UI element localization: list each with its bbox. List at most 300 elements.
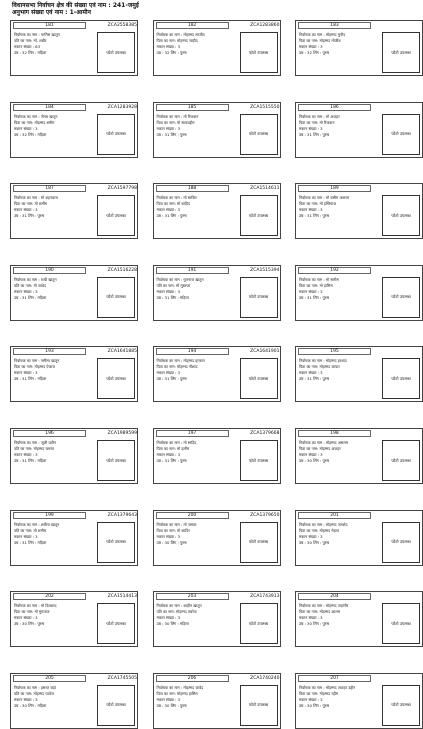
gender-label: लिंग :: [28, 621, 38, 627]
serial-number: 198: [298, 430, 371, 437]
age-label: उम्र :: [14, 294, 23, 300]
voter-card: [10, 102, 138, 158]
age-label: उम्र :: [156, 294, 165, 300]
relation-name: पिता का नाम: मो हलीम: [156, 446, 190, 451]
age-value: 30: [164, 702, 170, 708]
house-number: [14, 289, 94, 294]
house-value: 3: [35, 615, 38, 621]
age-gender: [14, 295, 94, 300]
relation-name: पति का नाम: मोहम्मद परवेज: [14, 690, 55, 696]
serial-number: 183: [298, 22, 371, 29]
section-title: अनुभाग संख्या एवं नाम : 1-आमीन: [12, 9, 91, 16]
gender-value: महिला: [37, 50, 47, 55]
house-label: मकान संख्या :: [299, 288, 321, 294]
house-value: 3: [320, 533, 323, 539]
gender-label: लिंग :: [28, 213, 38, 219]
voter-card: [295, 591, 423, 647]
house-value: 3: [320, 615, 323, 621]
gender-value: पुरुष: [322, 50, 330, 55]
relation-name: पिता का नाम: मो हासिम: [299, 282, 333, 288]
gender-value: पुरुष: [180, 539, 187, 545]
voter-card: [10, 346, 138, 402]
gender-value: पुरुष: [322, 376, 330, 382]
house-number: [299, 289, 379, 294]
epic-number: ZCA1283860: [250, 23, 280, 28]
house-label: मकान संख्या :: [156, 696, 178, 702]
age-gender: [299, 621, 379, 626]
elector-name: निर्वाचक का नाम : मो शहनवाज: [14, 195, 58, 201]
house-label: मकान संख्या :: [14, 533, 36, 539]
house-number: [14, 44, 94, 49]
gender-value: पुरुष: [37, 213, 45, 219]
serial-number: 199: [13, 512, 86, 519]
gender-label: लिंग :: [28, 458, 38, 463]
age-label: उम्र :: [156, 621, 165, 627]
relation-name: पिता का नाम: मोहम्मद नेहाल: [299, 527, 340, 533]
relation-name: पति का नाम: मो. शबीर: [14, 38, 47, 43]
age-gender: [157, 295, 237, 300]
house-number: [157, 370, 237, 375]
age-value: 31: [164, 294, 170, 300]
relation-name: पति का नाम: मोहम्मद तबरेज: [156, 609, 197, 615]
house-value: 3: [177, 696, 181, 702]
gender-label: लिंग :: [28, 131, 38, 137]
elector-name: निर्वाचक का नाम : शबीना खातून: [14, 521, 60, 527]
gender-value: महिला: [37, 702, 47, 708]
voter-card: [153, 20, 281, 76]
elector-name: निर्वाचक का नाम : रूबी खातून: [14, 276, 57, 282]
house-label: मकान संख्या :: [156, 207, 178, 213]
gender-label: लिंग :: [313, 131, 323, 137]
house-value: 3: [35, 207, 38, 213]
relation-name: पिता का नाम: मो मुमताज: [14, 609, 50, 615]
house-number: [299, 534, 379, 539]
age-value: 30: [22, 702, 27, 708]
house-label: मकान संख्या :: [156, 125, 178, 131]
epic-number: ZCA1641885: [107, 349, 137, 355]
house-value: 3: [177, 370, 181, 376]
age-gender: [299, 458, 379, 463]
serial-number: 204: [298, 593, 371, 600]
voter-card: [153, 265, 281, 321]
relation-name: पिता का नाम: मोहम्मद आलम: [299, 609, 341, 615]
house-value: 3: [320, 370, 323, 376]
age-gender: [14, 621, 94, 626]
serial-number: 202: [13, 593, 86, 600]
photo-placeholder: फोटो उपलब्ध: [382, 277, 420, 318]
age-label: उम्र :: [299, 131, 308, 137]
elector-name: निर्वाचक का नाम : गुलनाज खातून: [156, 276, 204, 282]
gender-value: महिला: [180, 294, 189, 300]
gender-value: पुरुष: [322, 458, 330, 463]
voter-card: [153, 102, 281, 158]
age-gender: [14, 213, 94, 218]
elector-name: निर्वाचक का नाम : मो रिजवान: [156, 113, 199, 119]
relation-name: पिता का नाम: मो रिजवान: [299, 119, 335, 125]
elector-name: निर्वाचक का नाम : जूली प्रवीन: [14, 440, 56, 445]
age-value: 31: [22, 458, 27, 463]
house-value: 3: [35, 533, 38, 539]
gender-label: लिंग :: [313, 621, 323, 627]
photo-placeholder: फोटो उपलब्ध: [97, 440, 135, 481]
gender-value: पुरुष: [37, 621, 45, 627]
serial-number: 201: [298, 512, 371, 519]
voter-card: [295, 673, 423, 729]
age-value: 30: [307, 702, 312, 708]
gender-label: लिंग :: [313, 539, 323, 545]
epic-number: ZCA1641901: [250, 349, 280, 355]
house-value: 3: [320, 288, 323, 294]
serial-number: 181: [13, 22, 86, 29]
relation-name: पिता का नाम: मोहम्मद रहीम: [299, 690, 339, 696]
house-label: मकान संख्या :: [299, 207, 321, 213]
age-value: 30: [22, 621, 27, 627]
house-label: मकान संख्या :: [156, 452, 178, 457]
house-number: [14, 452, 94, 457]
epic-number: ZCA1515550: [250, 104, 280, 110]
age-label: उम्र :: [299, 539, 308, 545]
photo-placeholder: फोटो उपलब्ध: [382, 195, 420, 236]
serial-number: 185: [156, 104, 229, 111]
house-number: [157, 289, 237, 294]
voter-card: [10, 265, 138, 321]
epic-number: ZCA1379668: [250, 431, 280, 436]
relation-name: पिता का नाम: मोहम्मद जाफर: [299, 364, 340, 370]
age-gender: [157, 376, 237, 381]
relation-name: पिता का नाम: मो सलाउद्दीन: [156, 119, 195, 125]
voter-card: [10, 428, 138, 484]
photo-placeholder: फोटो उपलब्ध: [97, 114, 135, 155]
house-label: मकान संख्या :: [14, 288, 36, 294]
age-value: 30: [164, 621, 170, 627]
age-value: 31: [22, 294, 27, 300]
house-value: 3: [35, 452, 38, 457]
house-number: [299, 370, 379, 375]
gender-label: लिंग :: [170, 131, 180, 137]
house-label: मकान संख्या :: [299, 533, 321, 539]
serial-number: 182: [156, 22, 229, 29]
age-gender: [14, 703, 94, 708]
house-number: [299, 44, 379, 49]
elector-name: निर्वाचक का नाम : मोहम्मद मुनीद: [299, 32, 346, 37]
relation-name: पिता का नाम: मो इम्तियाज: [299, 201, 337, 207]
house-value: 3: [35, 370, 38, 376]
age-value: 31: [307, 294, 312, 300]
gender-value: पुरुष: [322, 131, 330, 137]
gender-value: पुरुष: [180, 376, 187, 382]
age-gender: [299, 213, 379, 218]
gender-label: लिंग :: [170, 213, 180, 219]
house-label: मकान संख्या :: [299, 452, 321, 457]
age-label: उम्र :: [299, 376, 308, 382]
age-gender: [299, 132, 379, 137]
house-number: [157, 452, 237, 457]
elector-name: निर्वाचक का नाम : मो वसीम अकरम: [299, 195, 350, 201]
gender-label: लिंग :: [313, 50, 323, 55]
epic-number: ZCA2558385: [107, 23, 137, 28]
house-label: मकान संख्या :: [14, 615, 36, 621]
elector-name: निर्वाचक का नाम : मोहम्मद जमशेद: [299, 521, 348, 527]
age-label: उम्र :: [299, 621, 308, 627]
house-value: 3: [35, 696, 38, 702]
house-number: [157, 697, 237, 702]
serial-number: 195: [298, 348, 371, 355]
age-label: उम्र :: [299, 458, 308, 463]
house-label: मकान संख्या :: [14, 44, 36, 49]
voter-card: [153, 183, 281, 239]
age-value: 31: [307, 213, 312, 219]
house-value: 3: [320, 696, 323, 702]
relation-name: पिता का नाम: मो शाहिद: [156, 201, 190, 207]
age-gender: [157, 621, 237, 626]
voter-card: [295, 102, 423, 158]
age-gender: [14, 540, 94, 545]
epic-number: ZCA1989599: [107, 431, 137, 436]
gender-value: महिला: [37, 539, 47, 545]
house-value: 3: [177, 615, 181, 621]
house-label: मकान संख्या :: [156, 288, 178, 294]
elector-name: निर्वाचक का नाम : मोहम्मद असलम: [299, 440, 349, 445]
gender-value: पुरुष: [322, 294, 330, 300]
age-label: उम्र :: [14, 131, 23, 137]
epic-number: ZCA1515394: [250, 267, 280, 273]
age-gender: [299, 540, 379, 545]
voter-card: [10, 20, 138, 76]
age-gender: [299, 703, 379, 708]
serial-number: 207: [298, 675, 371, 682]
gender-value: पुरुष: [180, 213, 187, 219]
serial-number: 194: [156, 348, 229, 355]
age-value: 31: [164, 458, 170, 463]
house-value: 3: [320, 125, 323, 131]
photo-placeholder: फोटो उपलब्ध: [97, 32, 135, 73]
age-gender: [299, 50, 379, 55]
age-label: उम्र :: [14, 621, 23, 627]
age-value: 32: [22, 50, 27, 55]
gender-label: लिंग :: [170, 702, 180, 708]
age-label: उम्र :: [156, 50, 165, 55]
age-label: उम्र :: [156, 131, 165, 137]
voter-card: [295, 346, 423, 402]
house-number: [14, 370, 94, 375]
photo-placeholder: फोटो उपलब्ध: [97, 358, 135, 399]
age-value: 32: [22, 131, 27, 137]
gender-label: लिंग :: [313, 458, 323, 463]
house-value: 83: [35, 44, 40, 49]
gender-label: लिंग :: [170, 376, 180, 382]
gender-value: महिला: [37, 294, 47, 300]
age-gender: [157, 703, 237, 708]
house-number: [14, 697, 94, 702]
voter-card: [153, 510, 281, 566]
house-label: मकान संख्या :: [299, 696, 321, 702]
age-label: उम्र :: [14, 50, 23, 55]
elector-name: निर्वाचक का नाम : मो जमाल: [156, 521, 197, 527]
house-number: [157, 126, 237, 131]
photo-placeholder: फोटो उपलब्ध: [240, 32, 278, 73]
age-value: 31: [22, 539, 27, 545]
relation-name: पिता का नाम: मोहम्मद ऐजाज: [14, 364, 56, 370]
serial-number: 206: [156, 675, 229, 682]
relation-name: पति का नाम: मो शमीम: [14, 527, 47, 533]
house-value: 3: [177, 452, 181, 457]
age-gender: [157, 458, 237, 463]
house-label: मकान संख्या :: [299, 44, 321, 49]
age-value: 31: [22, 376, 27, 382]
epic-number: ZCA1745505: [107, 675, 137, 681]
gender-label: लिंग :: [170, 621, 180, 627]
house-value: 3: [177, 125, 181, 131]
elector-name: निर्वाचक का नाम : नसीमा खातून: [14, 358, 60, 364]
age-label: उम्र :: [156, 458, 165, 463]
relation-name: पिता का नाम: मो शमीम: [14, 201, 48, 207]
gender-value: पुरुष: [180, 458, 187, 463]
serial-number: 193: [13, 348, 86, 355]
gender-value: महिला: [37, 131, 47, 137]
gender-label: लिंग :: [28, 376, 38, 382]
epic-number: ZCA1743913: [250, 594, 280, 600]
photo-placeholder: फोटो उपलब्ध: [97, 685, 135, 726]
elector-name: निर्वाचक का नाम : मोहम्मद अजहर उद्दीन: [299, 684, 356, 690]
age-gender: [157, 213, 237, 218]
serial-number: 192: [298, 267, 371, 274]
relation-name: पति का नाम: मो मुस्तफा: [156, 282, 191, 288]
house-label: मकान संख्या :: [14, 696, 36, 702]
house-label: मकान संख्या :: [299, 615, 321, 621]
age-label: उम्र :: [156, 376, 165, 382]
age-label: उम्र :: [299, 702, 308, 708]
house-label: मकान संख्या :: [14, 370, 36, 376]
house-label: मकान संख्या :: [14, 125, 36, 131]
age-label: उम्र :: [14, 376, 23, 382]
elector-name: निर्वाचक का नाम : मो साकिर: [156, 195, 197, 201]
gender-label: लिंग :: [28, 702, 38, 708]
age-gender: [157, 540, 237, 545]
house-number: [14, 207, 94, 212]
gender-label: लिंग :: [313, 294, 323, 300]
age-label: उम्र :: [14, 702, 23, 708]
photo-placeholder: फोटो उपलब्ध: [240, 358, 278, 399]
age-value: 30: [307, 539, 312, 545]
age-label: उम्र :: [299, 50, 308, 55]
relation-name: पिता का नाम: मोहम्मद हासिम: [156, 690, 198, 696]
gender-value: पुरुष: [180, 131, 187, 137]
house-value: 3: [177, 44, 181, 49]
house-number: [299, 697, 379, 702]
house-label: मकान संख्या :: [156, 370, 178, 376]
house-value: 3: [35, 125, 38, 131]
photo-placeholder: फोटो उपलब्ध: [97, 522, 135, 563]
house-value: 3: [35, 288, 38, 294]
house-number: [14, 126, 94, 131]
relation-name: पिता का नाम: मो कादिर: [156, 527, 190, 533]
serial-number: 186: [298, 104, 371, 111]
house-number: [157, 207, 237, 212]
age-value: 32: [307, 50, 312, 55]
relation-name: पिता का नाम: मोहम्मद शमीम: [14, 119, 55, 125]
serial-number: 196: [13, 430, 86, 437]
house-number: [299, 126, 379, 131]
age-label: उम्र :: [156, 539, 165, 545]
relation-name: पिता का नाम: मोहम्मद अजहर: [299, 446, 341, 451]
voter-card: [153, 346, 281, 402]
elector-name: निर्वाचक का नाम : मोहम्मद इरफान: [156, 358, 205, 364]
age-label: उम्र :: [299, 213, 308, 219]
voter-card: [295, 265, 423, 321]
house-value: 3: [177, 533, 181, 539]
elector-name: निर्वाचक का नाम : नरगिस खातून: [14, 32, 60, 37]
constituency-title: विधानसभा निर्वाचन क्षेत्र की संख्या एवं नाम : 241-जमुई: [12, 2, 139, 9]
house-value: 3: [177, 207, 181, 213]
gender-value: पुरुष: [322, 213, 330, 219]
gender-label: लिंग :: [313, 702, 323, 708]
relation-name: पति का नाम: मोहम्मद जमाल: [14, 446, 55, 451]
house-number: [14, 534, 94, 539]
gender-label: लिंग :: [170, 458, 180, 463]
gender-label: लिंग :: [28, 50, 38, 55]
voter-card: [295, 428, 423, 484]
photo-placeholder: फोटो उपलब्ध: [240, 195, 278, 236]
age-gender: [299, 295, 379, 300]
house-label: मकान संख्या :: [14, 207, 36, 213]
house-number: [157, 44, 237, 49]
gender-value: पुरुष: [322, 621, 330, 627]
house-number: [157, 615, 237, 620]
house-label: मकान संख्या :: [156, 533, 178, 539]
elector-name: निर्वाचक का नाम : मो अजहर: [299, 113, 340, 119]
elector-name: निर्वाचक का नाम : मोहम्मद जावेद: [156, 684, 204, 690]
gender-value: महिला: [37, 458, 47, 463]
age-value: 31: [307, 376, 312, 382]
voter-card: [10, 183, 138, 239]
age-label: उम्र :: [14, 458, 23, 463]
age-gender: [14, 132, 94, 137]
relation-name: पति का नाम: मो जावेद: [14, 282, 46, 288]
voter-card: [295, 183, 423, 239]
age-value: 31: [22, 213, 27, 219]
voter-card: [153, 673, 281, 729]
photo-placeholder: फोटो उपलब्ध: [97, 195, 135, 236]
elector-name: निर्वाचक का नाम : मोहम्मद साजीद: [156, 32, 205, 37]
gender-label: लिंग :: [313, 376, 323, 382]
serial-number: 188: [156, 185, 229, 192]
age-value: 31: [307, 131, 312, 137]
epic-number: ZCA1597798: [107, 186, 137, 192]
epic-number: ZCA1379643: [107, 512, 137, 518]
photo-placeholder: फोटो उपलब्ध: [240, 114, 278, 155]
photo-placeholder: फोटो उपलब्ध: [240, 522, 278, 563]
house-value: 3: [320, 207, 323, 213]
epic-number: ZCA1514611: [250, 186, 280, 192]
serial-number: 203: [156, 593, 229, 600]
elector-name: निर्वाचक का नाम : मो सलीम: [299, 276, 339, 282]
age-value: 32: [164, 50, 170, 55]
photo-placeholder: फोटो उपलब्ध: [382, 114, 420, 155]
house-value: 3: [177, 288, 181, 294]
epic-number: ZCA1740240: [250, 675, 280, 681]
house-label: मकान संख्या :: [299, 125, 321, 131]
elector-name: निर्वाचक का नाम : जैनब खातून: [14, 113, 58, 119]
age-gender: [14, 376, 94, 381]
photo-placeholder: फोटो उपलब्ध: [382, 685, 420, 726]
photo-placeholder: फोटो उपलब्ध: [382, 358, 420, 399]
relation-name: पिता का नाम: मोहम्मद नौशाद: [156, 364, 198, 370]
photo-placeholder: फोटो उपलब्ध: [240, 440, 278, 481]
elector-name: निर्वाचक का नाम : मो दिलशाद: [14, 603, 57, 609]
photo-placeholder: फोटो उपलब्ध: [382, 440, 420, 481]
gender-label: लिंग :: [313, 213, 323, 219]
house-label: मकान संख्या :: [156, 615, 178, 621]
